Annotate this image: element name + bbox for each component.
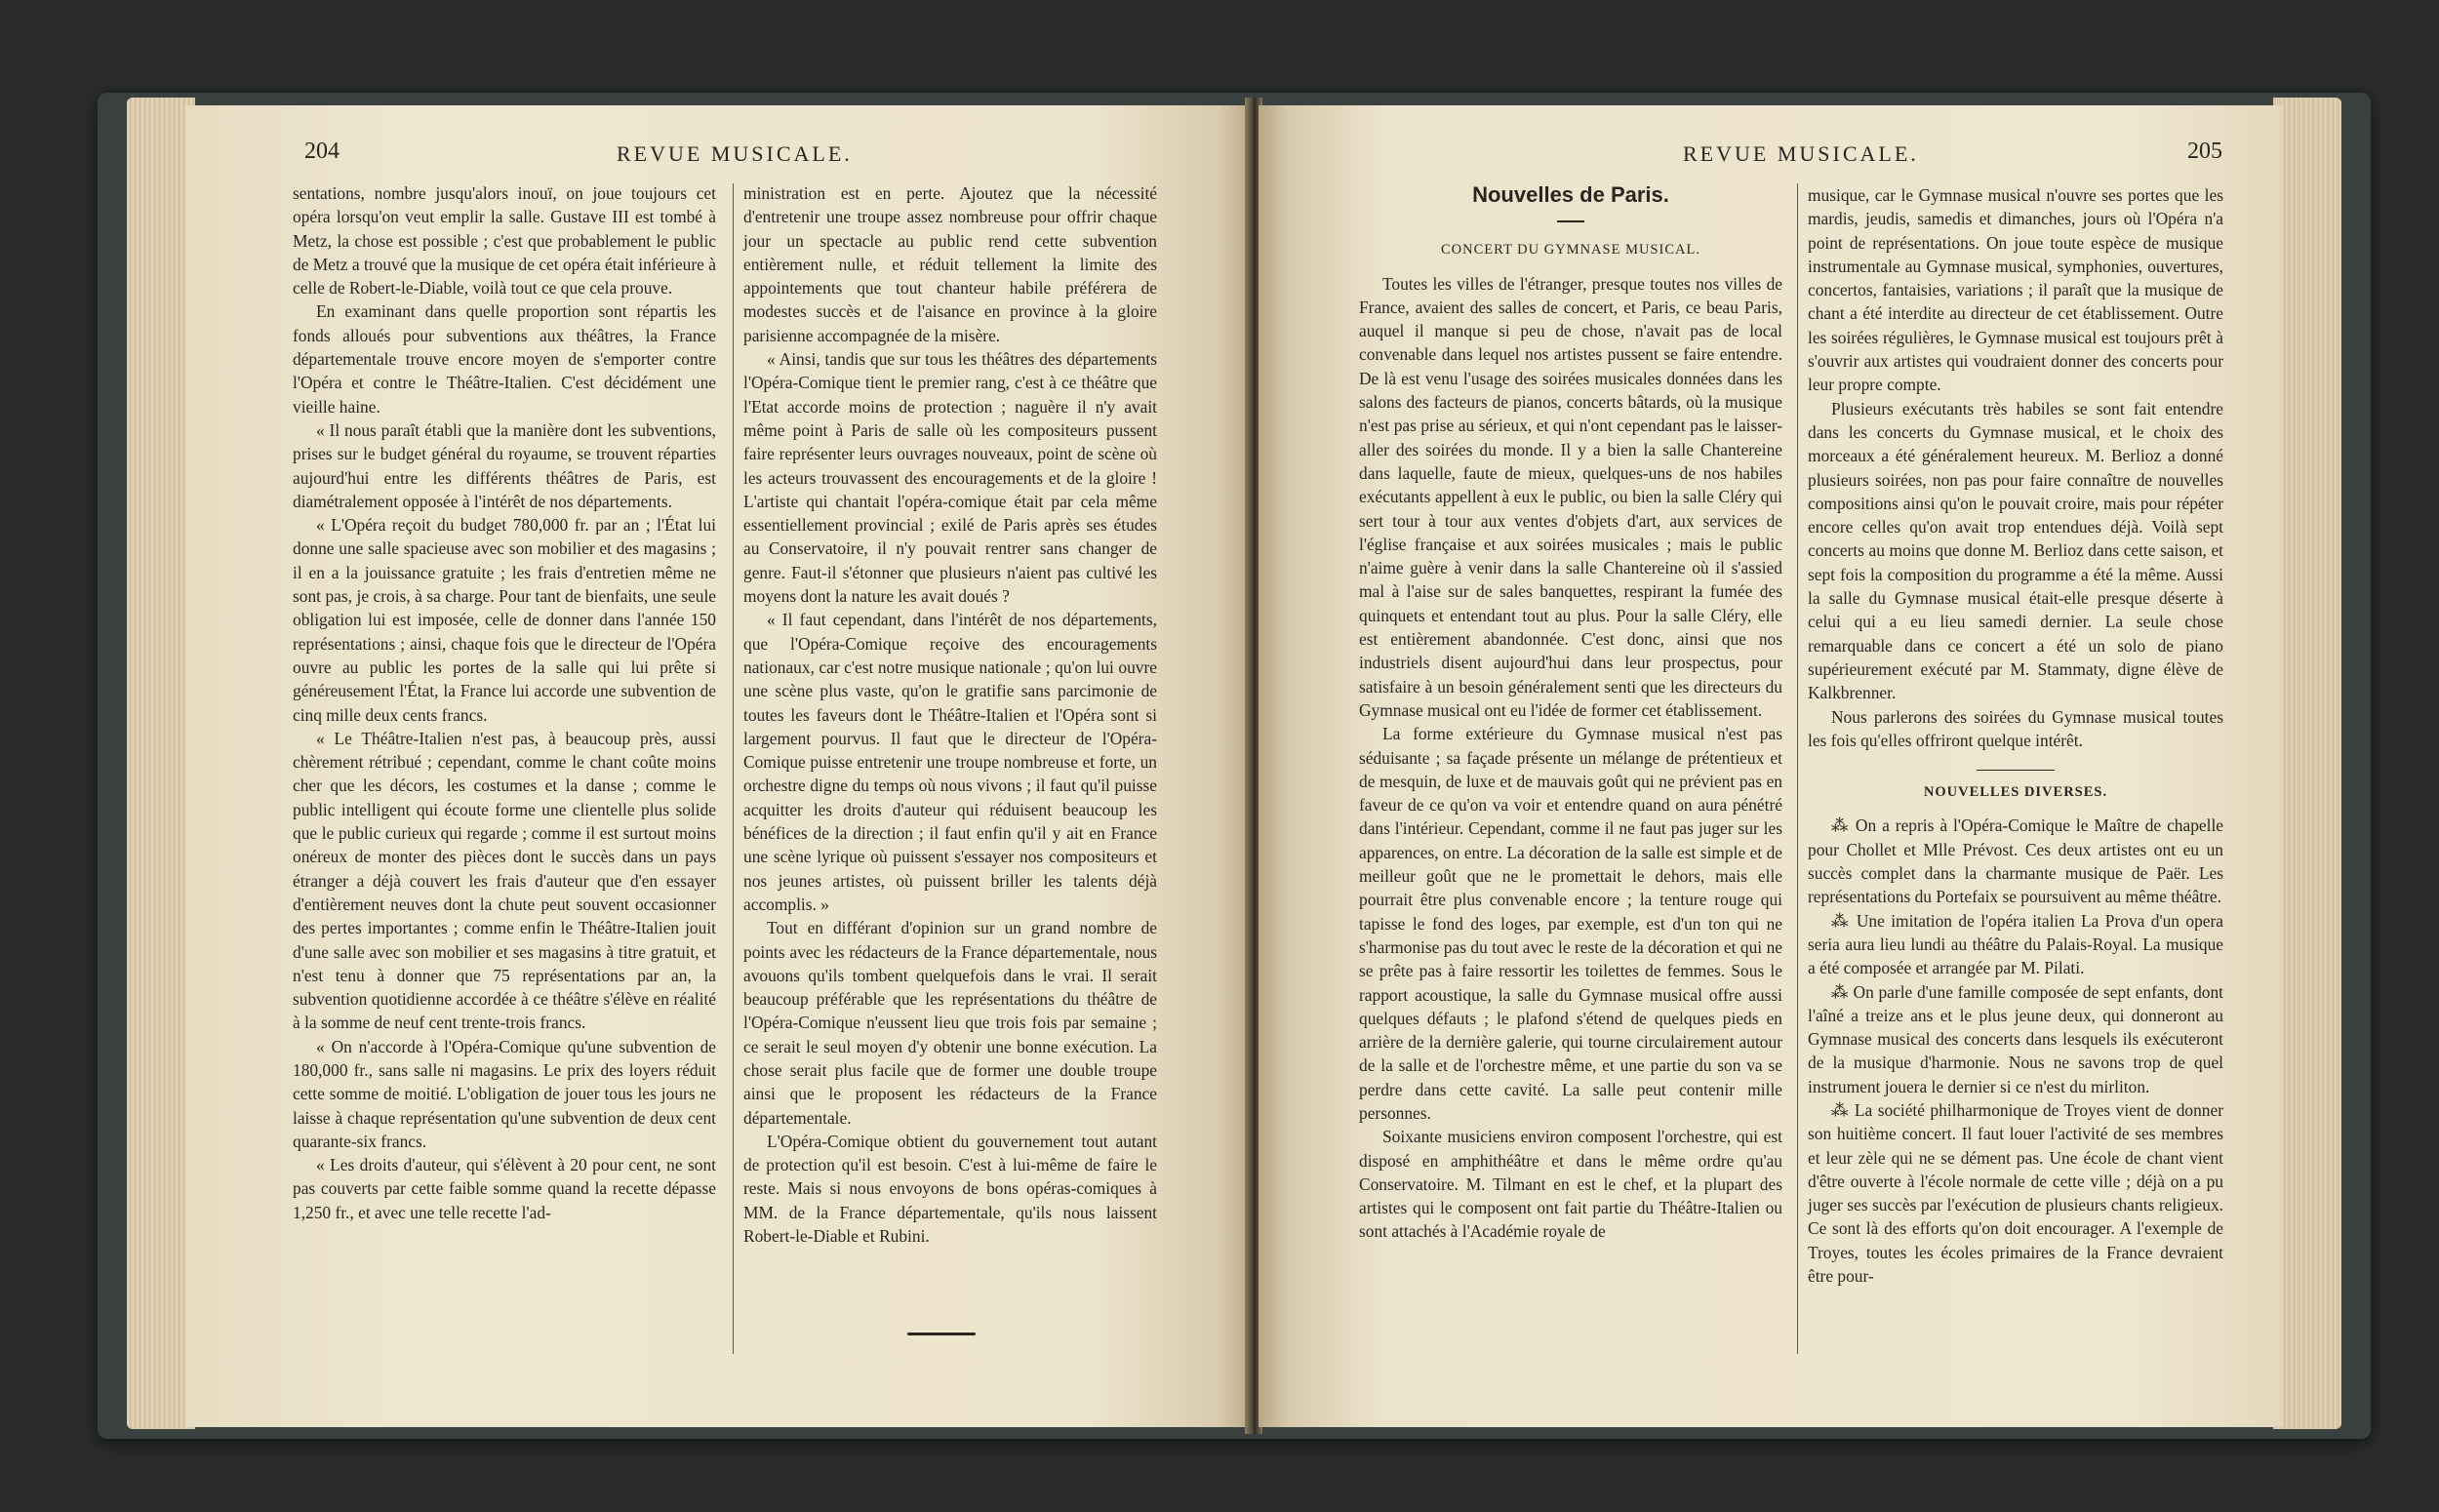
end-ornament [907, 1333, 976, 1335]
paragraph: « On n'accorde à l'Opéra-Comique qu'une subvention de 180,000 fr., sans salle ni magasins. Le prix des loyers réduit cette somme de moitié. L'obligation de jouer tous les jours ne laisse à chaque représentation qu'une subvention de deux cent quarante-six francs. [293, 1036, 716, 1151]
left-running-head: REVUE MUSICALE. [617, 141, 853, 166]
paragraph: Tout en différant d'opinion sur un grand nombre de points avec les rédacteurs de la France départementale, nous avouons qu'ils tombent quelquefois dans le vrai. Il serait beaucoup préférable que les représentations du théâtre de l'Opéra-Comique n'eussent lieu que trois fois par semaine ; ce serait le seul moyen d'y obtenir une bonne exécution. La chose serait plus facile que de former une double troupe ainsi que le proposent les rédacteurs de la France départementale. [743, 918, 1157, 1128]
paragraph: La forme extérieure du Gymnase musical n'est pas séduisante ; sa façade présente un mélange de prétentieux et de mesquin, de luxe et de mauvais goût qui ne prévient pas en faveur de ce qu'on va voir et entendre quand on aura pénétré dans l'intérieur. Cependant, comme il ne faut pas juger sur les apparences, on entre. La décoration de la salle est simple et de meilleur goût que ne le promettait le dehors, mais elle pourrait être plus convenable encore ; la tenture rouge qui tapisse le fond des loges, par exemple, est d'un ton qui ne s'harmonise pas du tout avec le reste de la décoration et qui ne se prête pas à faire ressortir les toilettes de femmes. Sous le rapport acoustique, la salle du Gymnase musical offre aussi quelques défauts ; le plafond s'étend de quelques pieds en arrière de la dernière galerie, qui tourne circulairement autour de la salle et de l'orchestre même, et une partie du son va se perdre dans cette cavité. La salle peut contenir mille personnes. [1359, 724, 1782, 1123]
paragraph: En examinant dans quelle proportion sont répartis les fonds alloués pour subventions aux théâtres, la France départementale trouve encore moyen de s'emporter contre l'Opéra et contre le Théâtre-Italien. C'est décidément une vieille haine. [293, 301, 716, 417]
left-column-2 [743, 181, 1157, 1248]
right-column-2-bottom [1808, 814, 2223, 1288]
paragraph: « Le Théâtre-Italien n'est pas, à beaucoup près, aussi chèrement rétribué ; cependant, comme le chant coûte moins cher que les décors, les costumes et la danse ; comme le public intelligent qui écoute forme une clientelle plus solide que le public curieux qui regarde ; comme il est surtout moins onéreux de monter des pièces dont le succès dans un pays étranger a déjà couvert les frais d'auteur que d'en essayer d'entièrement neuves dont la chute peut souvent occasionner des pertes importantes ; comme enfin le Théâtre-Italien jouit d'une salle avec son mobilier et ses magasins à titre gratuit, et n'est tenu à donner que 75 représentations par an, la subvention quotidienne accordée à ce théâtre s'élève en réalité à la somme de neuf cent trente-trois francs. [293, 728, 716, 1033]
paragraph: ⁂ On a repris à l'Opéra-Comique le Maître de chapelle pour Chollet et Mlle Prévost. Ces deux artistes ont eu un succès complet dans la charmante musique de Paër. Les représentations du Portefaix se poursuivent au même théâtre. [1808, 816, 2223, 907]
left-column-1 [293, 181, 716, 1224]
right-column-2 [1808, 183, 2223, 1288]
paragraph: « L'Opéra reçoit du budget 780,000 fr. par an ; l'État lui donne une salle spacieuse avec son mobilier et des magasins ; il en a la jouissance gratuite ; les frais d'entretien même ne sont pas, je crois, à sa charge. Pour tant de bienfaits, une seule obligation lui est imposée, celle de donner dans l'année 150 représentations ; ainsi, chaque fois que le directeur de l'Opéra ouvre au public les portes de la salle qui lui prête si généreusement l'État, la France lui accorde une subvention de cinq mille deux cents francs. [293, 515, 716, 725]
diverse-subhead: NOUVELLES DIVERSES. [1923, 784, 2108, 801]
paragraph: ministration est en perte. Ajoutez que la nécessité d'entretenir une troupe assez nombreuse pour offrir chaque jour un spectacle au public rend cette subvention entièrement nulle, et réduit tellement la limite des appointements que tout chanteur habile préférera de modestes succès et de l'aisance en province à la gloire parisienne accompagnée de la misère. [743, 183, 1157, 345]
paragraph: ⁂ La société philharmonique de Troyes vient de donner son huitième concert. Il faut louer l'activité de ses membres et leur zèle qui ne se dément pas. Une école de chant vient d'être ouverte à l'école normale de cette ville ; déjà on a pu juger ses succès par l'exécution de plusieurs chants religieux. Ce sont là des efforts qu'on doit encourager. A l'exemple de Troyes, toutes les écoles primaires de la France devraient être pour- [1808, 1099, 2223, 1287]
right-page-number: 205 [2187, 139, 2222, 164]
paragraph: « Ainsi, tandis que sur tous les théâtres des départements l'Opéra-Comique tient le premier rang, c'est à ce théâtre que l'Etat accorde moins de protection ; naguère il n'y avait même point à Paris de salle où les compositeurs pussent faire représenter leurs ouvrages nouveaux, point de scène où les acteurs trouvassent des encouragements et de la gloire ! L'artiste qui chantait l'opéra-comique était par cela même essentiellement provincial ; exilé de Paris après ses études au Conservatoire, il n'y pouvait rentrer sans changer de genre. Faut-il s'étonner que plusieurs n'aient pas cultivé les moyens dont la nature les avait doués ? [743, 349, 1157, 607]
left-column-rule [733, 183, 734, 1354]
paragraph: Soixante musiciens environ composent l'orchestre, qui est disposé en amphithéâtre et dans le même ordre qu'au Conservatoire. M. Tilmant en est le chef, et la plupart des artistes qui le composent ont fait partie du Théâtre-Italien ou sont attachés à l'Académie royale de [1359, 1127, 1782, 1242]
paragraph: Toutes les villes de l'étranger, presque toutes nos villes de France, avaient des salles de concert, et Paris, ce beau Paris, auquel il manque si peu de chose, n'avait pas de local convenable dans lequel nos artistes pussent se faire entendre. De là est venu l'usage des soirées musicales données dans les salons des facteurs de pianos, concerts bâtards, où la musique n'est pas prise au sérieux, et qui n'ont cependant pas le laisser-aller des soirées du monde. Il y a bien la salle Chantereine dans laquelle, faute de mieux, quelques-uns de nos habiles exécutants appellent à eux le public, ou bien la salle Cléry qui sert tour à tour aux ventes d'objets d'art, aux services de l'église française et aux soirées musicales ; mais le public n'aime guère à venir dans la salle Chantereine où il s'assied mal à l'aise sur de sales banquettes, respirant la fumée des quinquets et entendant tout au plus. Pour la salle Cléry, elle est entièrement abandonnée. C'est donc, ainsi que nos industriels disent aujourd'hui dans leur prospectus, pour satisfaire à un besoin généralement senti que les directeurs du Gymnase musical ont eu l'idée de former cet établissement. [1359, 273, 1782, 720]
paragraph: musique, car le Gymnase musical n'ouvre ses portes que les mardis, jeudis, samedis et dimanches, jours où l'Opéra n'a point de représentations. On joue toute espèce de musique instrumentale au Gymnase musical, symphonies, ouvertures, concertos, fantaisies, variations ; il paraît que la musique de chant a été interdite au directeur de cet établissement. Outre les soirées régulières, le Gymnase musical est toujours prêt à s'ouvrir aux artistes qui voudraient donner des concerts pour leur propre compte. [1808, 185, 2223, 395]
paragraph: « Il nous paraît établi que la manière dont les subventions, prises sur le budget général du royaume, se trouvent réparties aujourd'hui entre les différents théâtres de Paris, est diamétralement opposée à l'intérêt de nos départements. [293, 419, 716, 511]
page-edges-right [2273, 98, 2341, 1429]
paragraph: ⁂ On parle d'une famille composée de sept enfants, dont l'aîné a treize ans et le plus jeune deux, qui donneront au Gymnase musical des concerts dans lesquels ils exécuteront de la musique d'harmonie. Nous ne savons trop de quel instrument jouera le dernier si ce n'est du mirliton. [1808, 981, 2223, 1096]
paragraph: ⁂ Une imitation de l'opéra italien La Prova d'un opera seria aura lieu lundi au théâtre du Palais-Royal. La musique a été composée et arrangée par M. Pilati. [1808, 910, 2223, 978]
concert-subhead: CONCERT DU GYMNASE MUSICAL. [1441, 242, 1700, 259]
paragraph: sentations, nombre jusqu'alors inouï, on joue toujours cet opéra lorsqu'on veut emplir la salle. Gustave III est tombé à Metz, la chose est possible ; c'est que probablement le public de Metz a trouvé que la musique de cet opéra était inférieure à celle de Robert-le-Diable, voilà tout ce que cela prouve. [293, 183, 716, 298]
paragraph: L'Opéra-Comique obtient du gouvernement tout autant de protection qu'il est besoin. C'est à lui-même de faire le reste. Mais si nous envoyons de bons opéras-comiques à MM. de la France départementale, qu'ils nous laissent Robert-le-Diable et Rubini. [743, 1131, 1157, 1247]
right-column-2-top [1808, 183, 2223, 752]
section-title: Nouvelles de Paris. [1472, 182, 1669, 207]
title-rule [1557, 220, 1584, 222]
right-column-rule [1797, 183, 1798, 1354]
right-column-1 [1359, 183, 1782, 1244]
left-page-number: 204 [304, 139, 340, 164]
right-column-1-body [1359, 272, 1782, 1244]
divider-rule [1977, 770, 2055, 771]
paragraph: Plusieurs exécutants très habiles se sont fait entendre dans les concerts du Gymnase musical, et le choix des morceaux a été généralement heureux. M. Berlioz a donné plusieurs soirées, non pas pour faire connaître de nouvelles compositions ainsi qu'on le pouvait croire, mais pour répéter encore celles qu'on avait trop entendues déjà. Voilà sept concerts au moins que donne M. Berlioz dans cette saison, et sept fois la composition du programme a été la même. Aussi la salle du Gymnase musical était-elle presque déserte à celui qui a eu lieu samedi dernier. La seule chose remarquable dans ce concert a été un solo de piano supérieurement exécuté par M. Stammaty, digne élève de Kalkbrenner. [1808, 398, 2223, 703]
paragraph: Nous parlerons des soirées du Gymnase musical toutes les fois qu'elles offriront quelque intérêt. [1808, 706, 2223, 750]
right-running-head: REVUE MUSICALE. [1683, 141, 1919, 166]
paragraph: « Il faut cependant, dans l'intérêt de nos départements, que l'Opéra-Comique reçoive des encouragements nationaux, car c'est notre musique nationale ; qu'on lui ouvre une scène plus vaste, qu'on le gratifie sans parcimonie de toutes les faveurs dont le Théâtre-Italien et l'Opéra sont si largement pourvus. Il faut que le directeur de l'Opéra-Comique puisse entretenir une troupe nombreuse et forte, un orchestre digne du temps où nous vivons ; il faut qu'il puisse acquitter les droits d'auteur qui réduisent beaucoup les bénéfices de la direction ; il faut enfin qu'il y ait en France une scène lyrique où puissent s'essayer nos compositeurs et nos jeunes artistes, où puissent briller les talents déjà accomplis. » [743, 610, 1157, 914]
paragraph: « Les droits d'auteur, qui s'élèvent à 20 pour cent, ne sont pas couverts par cette faible somme quand la recette dépasse 1,250 fr., et avec une telle recette l'ad- [293, 1155, 716, 1222]
